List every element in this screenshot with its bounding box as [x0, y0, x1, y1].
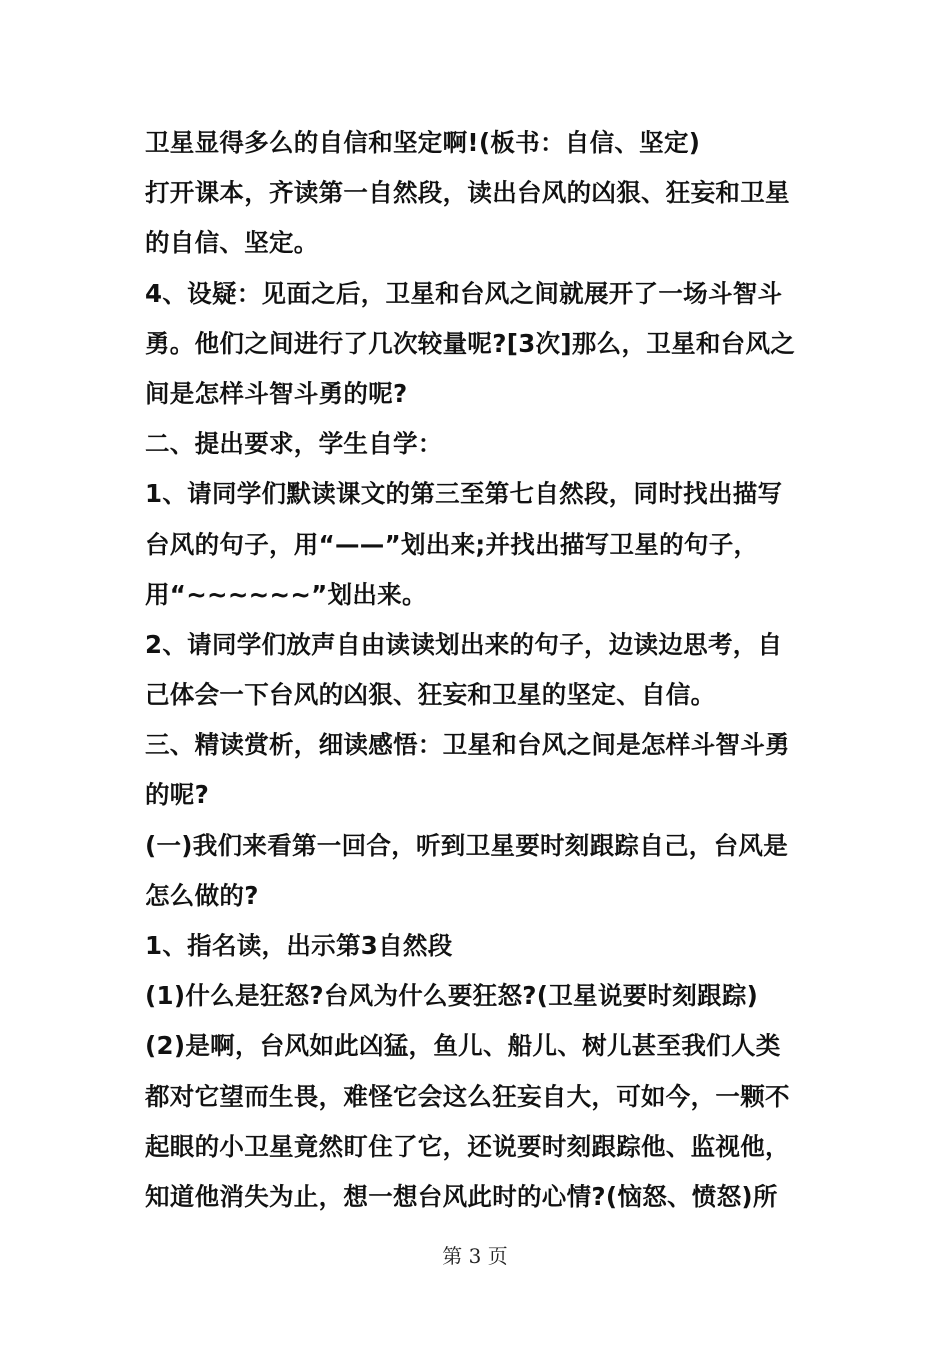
text-line: (一)我们来看第一回合，听到卫星要时刻跟踪自己，台风是: [145, 830, 788, 860]
text-line: 用“~~~~~~”划出来。: [145, 579, 427, 609]
text-line: 间是怎样斗智斗勇的呢?: [145, 378, 408, 408]
section-heading: 三、精读赏析，细读感悟：卫星和台风之间是怎样斗智斗勇: [145, 730, 790, 760]
text-line: 起眼的小卫星竟然盯住了它，还说要时刻跟踪他、监视他，: [145, 1131, 790, 1161]
text-line: 己体会一下台风的凶狠、狂妄和卫星的坚定、自信。: [145, 680, 716, 710]
text-line: 都对它望而生畏，难怪它会这么狂妄自大，可如今，一颗不: [145, 1081, 790, 1111]
text-line: (2)是啊，台风如此凶猛，鱼儿、船儿、树儿甚至我们人类: [145, 1031, 781, 1061]
text-line: 勇。他们之间进行了几次较量呢?[3次]那么，卫星和台风之: [145, 328, 796, 358]
text-line: 4、设疑：见面之后，卫星和台风之间就展开了一场斗智斗: [145, 278, 783, 308]
page-number: 第 3 页: [442, 1244, 508, 1268]
text-line: (1)什么是狂怒?台风为什么要狂怒?(卫星说要时刻跟踪): [145, 981, 759, 1011]
text-line: 1、指名读，出示第3自然段: [145, 931, 453, 960]
text-line: 2、请同学们放声自由读读划出来的句子，边读边思考，自: [145, 629, 783, 659]
text-line: 卫星显得多么的自信和坚定啊!(板书：自信、坚定): [145, 128, 701, 157]
text-line: 知道他消失为止，想一想台风此时的心情?(恼怒、愤怒)所: [145, 1181, 778, 1211]
text-line: 台风的句子，用“——”划出来;并找出描写卫星的句子，: [145, 529, 759, 559]
text-line: 打开课本，齐读第一自然段，读出台风的凶狠、狂妄和卫星: [145, 178, 790, 208]
document-body: [145, 118, 815, 1222]
text-line: 1、请同学们默读课文的第三至第七自然段，同时找出描写: [145, 479, 783, 509]
text-line: 怎么做的?: [145, 880, 259, 910]
text-line: 的自信、坚定。: [145, 228, 319, 258]
text-line: 的呢?: [145, 780, 210, 810]
section-heading: 二、提出要求，学生自学：: [145, 429, 443, 459]
